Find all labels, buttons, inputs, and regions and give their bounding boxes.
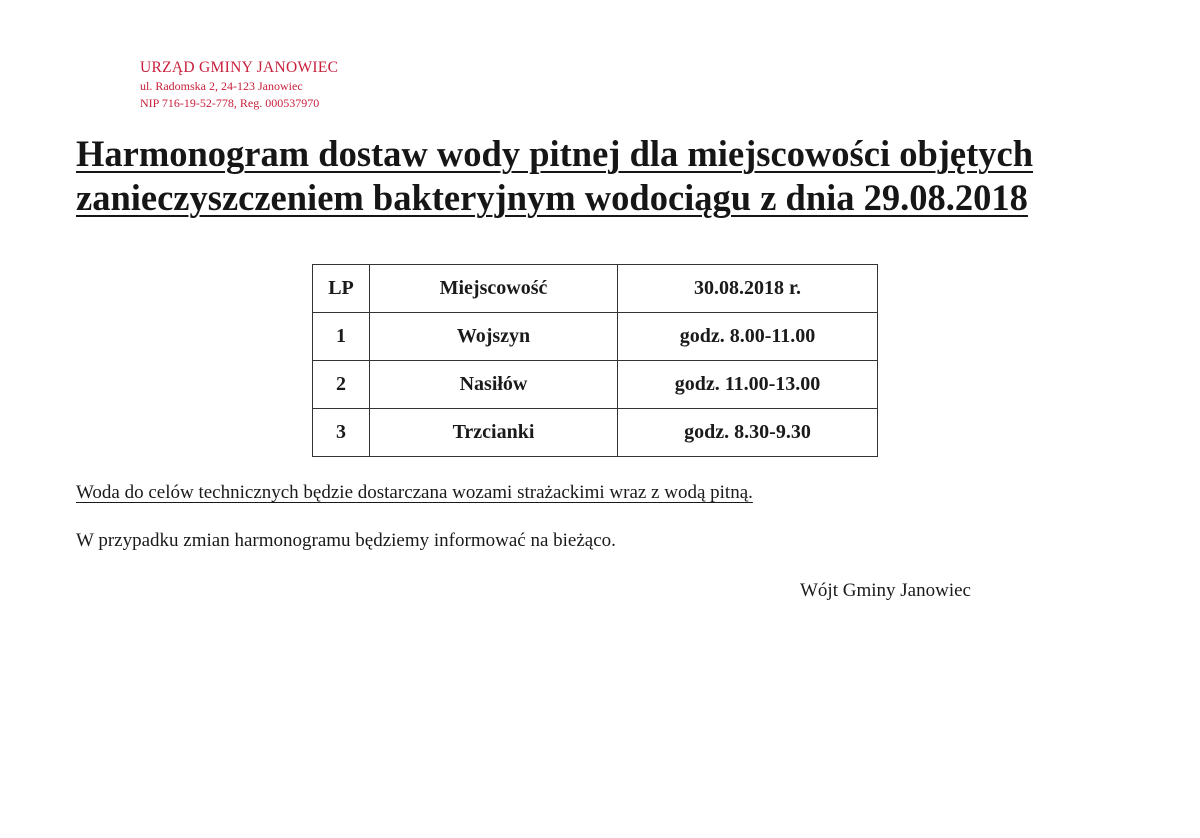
signature: Wójt Gminy Janowiec (800, 580, 971, 601)
title-line-1: Harmonogram dostaw wody pitnej dla miejscowości objętych (76, 133, 1034, 174)
row-place: Nasiłów (370, 361, 618, 409)
title-line-2: zanieczyszczeniem bakteryjnym wodociągu z dnia 29.08.2018 (76, 177, 1028, 218)
header-place: Miejscowość (370, 265, 618, 313)
document-title (76, 132, 1086, 220)
stamp-office-name: URZĄD GMINY JANOWIEC (140, 59, 339, 76)
table-row (313, 361, 878, 409)
schedule-change-note: W przypadku zmian harmonogramu będziemy informować na bieżąco. (76, 530, 616, 551)
row-lp: 2 (313, 361, 370, 409)
table-row (313, 313, 878, 361)
row-time: godz. 11.00-13.00 (618, 361, 878, 409)
row-lp: 1 (313, 313, 370, 361)
office-stamp (140, 58, 338, 112)
delivery-schedule-table (312, 264, 878, 457)
row-place: Wojszyn (370, 313, 618, 361)
row-place: Trzcianki (370, 409, 618, 457)
row-lp: 3 (313, 409, 370, 457)
row-time: godz. 8.30-9.30 (618, 409, 878, 457)
header-date: 30.08.2018 r. (618, 265, 878, 313)
stamp-ids: NIP 716-19-52-778, Reg. 000537970 (140, 96, 320, 110)
technical-water-note: Woda do celów technicznych będzie dostarczana wozami strażackimi wraz z wodą pitną. (76, 482, 753, 503)
stamp-address: ul. Radomska 2, 24-123 Janowiec (140, 79, 303, 93)
row-time: godz. 8.00-11.00 (618, 313, 878, 361)
header-lp: LP (313, 265, 370, 313)
table-header-row (313, 265, 878, 313)
table-row (313, 409, 878, 457)
